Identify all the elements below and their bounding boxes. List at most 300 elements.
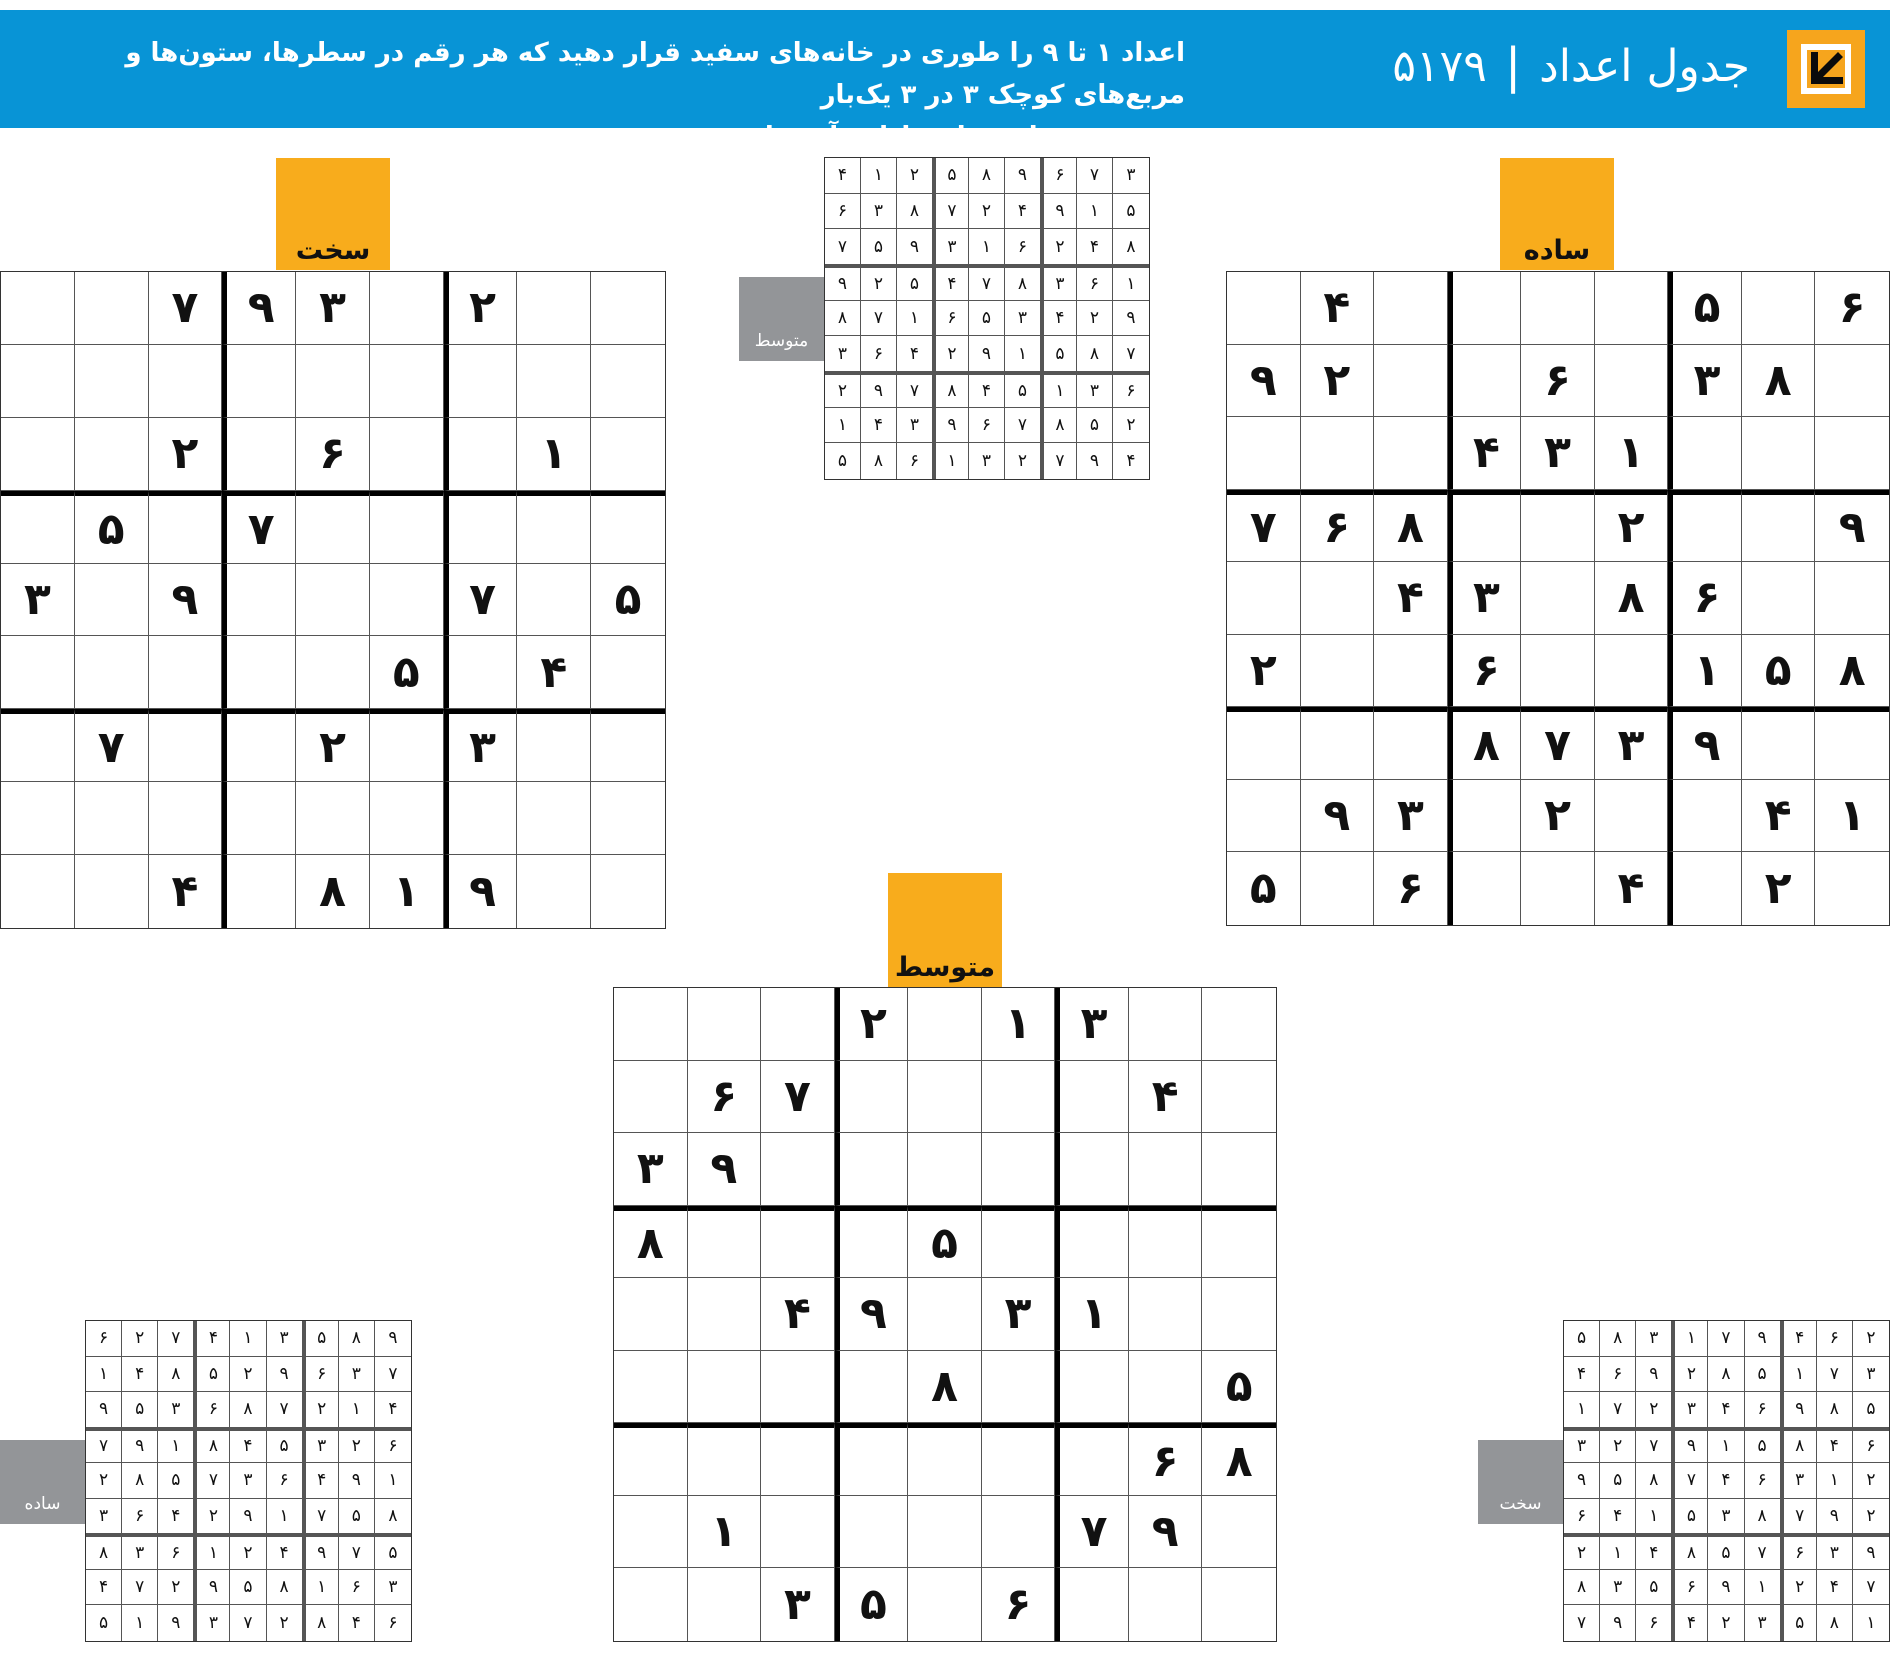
grid-cell[interactable] [1595, 635, 1669, 708]
grid-cell: ۹ [158, 1605, 194, 1641]
grid-cell[interactable] [1742, 490, 1816, 563]
grid-cell[interactable] [1055, 1061, 1129, 1134]
grid-cell[interactable] [1301, 707, 1375, 780]
grid-cell: ۵ [1564, 1321, 1600, 1357]
grid-cell[interactable] [908, 1133, 982, 1206]
grid-cell: ۱ [1817, 1463, 1853, 1499]
grid-cell: ۹ [1668, 707, 1742, 780]
grid-cell[interactable] [982, 1351, 1056, 1424]
grid-cell: ۹ [86, 1392, 122, 1428]
grid-cell[interactable] [1, 345, 75, 418]
grid-cell: ۸ [1374, 490, 1448, 563]
grid-cell[interactable] [1301, 635, 1375, 708]
grid-cell: ۲ [267, 1605, 303, 1641]
grid-cell: ۵ [158, 1463, 194, 1499]
grid-cell[interactable] [688, 1351, 762, 1424]
grid-cell[interactable] [908, 1423, 982, 1496]
grid-cell[interactable] [1448, 272, 1522, 345]
grid-cell: ۹ [1815, 490, 1889, 563]
grid-cell: ۶ [1745, 1463, 1781, 1499]
grid-cell: ۷ [1521, 707, 1595, 780]
grid-cell: ۹ [1077, 443, 1113, 479]
grid-cell[interactable] [982, 1496, 1056, 1569]
grid-cell: ۹ [194, 1570, 230, 1606]
grid-cell[interactable] [1301, 562, 1375, 635]
grid-cell: ۵ [933, 158, 969, 194]
grid-cell: ۱ [1708, 1428, 1744, 1464]
grid-cell: ۹ [222, 272, 296, 345]
grid-cell[interactable] [1742, 562, 1816, 635]
grid-cell[interactable] [1227, 780, 1301, 853]
grid-cell[interactable] [222, 782, 296, 855]
grid-cell: ۵ [75, 491, 149, 564]
grid-cell[interactable] [75, 782, 149, 855]
grid-cell[interactable] [149, 345, 223, 418]
grid-cell: ۶ [897, 443, 933, 479]
grid-cell[interactable] [1055, 1351, 1129, 1424]
grid-cell: ۱ [1672, 1321, 1708, 1357]
grid-cell[interactable] [1202, 1206, 1276, 1279]
grid-cell[interactable] [1374, 635, 1448, 708]
grid-cell: ۷ [158, 1321, 194, 1357]
grid-cell: ۹ [1041, 194, 1077, 230]
grid-cell: ۵ [1077, 408, 1113, 444]
grid-cell: ۸ [1817, 1605, 1853, 1641]
grid-cell[interactable] [1815, 345, 1889, 418]
grid-cell[interactable] [370, 564, 444, 637]
grid-cell[interactable] [1129, 1133, 1203, 1206]
grid-cell: ۲ [969, 194, 1005, 230]
grid-cell: ۶ [158, 1534, 194, 1570]
grid-cell[interactable] [1374, 707, 1448, 780]
grid-cell[interactable] [1301, 417, 1375, 490]
grid-cell: ۹ [1227, 345, 1301, 418]
grid-cell[interactable] [1202, 988, 1276, 1061]
grid-cell: ۹ [897, 229, 933, 265]
grid-cell[interactable] [1521, 562, 1595, 635]
grid-cell: ۳ [1055, 988, 1129, 1061]
grid-cell: ۳ [969, 443, 1005, 479]
grid-cell[interactable] [591, 855, 665, 928]
grid-cell[interactable] [1668, 780, 1742, 853]
grid-cell[interactable] [1202, 1061, 1276, 1134]
grid-cell[interactable] [591, 418, 665, 491]
grid-cell: ۷ [897, 372, 933, 408]
grid-cell[interactable] [835, 1496, 909, 1569]
grid-cell[interactable] [614, 988, 688, 1061]
grid-cell: ۳ [897, 408, 933, 444]
grid-cell: ۲ [1113, 408, 1149, 444]
grid-cell[interactable] [908, 1278, 982, 1351]
grid-cell[interactable] [444, 345, 518, 418]
grid-cell[interactable] [761, 1423, 835, 1496]
grid-cell: ۸ [1600, 1321, 1636, 1357]
grid-cell[interactable] [1595, 272, 1669, 345]
grid-cell: ۸ [861, 443, 897, 479]
hard-answer-label: سخت [1478, 1440, 1563, 1524]
grid-cell[interactable] [835, 1133, 909, 1206]
grid-cell[interactable] [1, 782, 75, 855]
grid-cell[interactable] [370, 709, 444, 782]
grid-cell: ۳ [1448, 562, 1522, 635]
grid-cell: ۴ [1005, 194, 1041, 230]
grid-cell: ۱ [1668, 635, 1742, 708]
grid-cell: ۶ [1564, 1499, 1600, 1535]
grid-cell[interactable] [591, 636, 665, 709]
grid-cell: ۸ [1113, 229, 1149, 265]
grid-cell: ۵ [1745, 1428, 1781, 1464]
easy-puzzle-grid [1226, 271, 1890, 926]
grid-cell[interactable] [1227, 417, 1301, 490]
grid-cell: ۵ [835, 1568, 909, 1641]
grid-cell[interactable] [1448, 852, 1522, 925]
grid-cell[interactable] [444, 782, 518, 855]
grid-cell[interactable] [761, 1206, 835, 1279]
grid-cell: ۴ [933, 265, 969, 301]
grid-cell[interactable] [1448, 345, 1522, 418]
grid-cell: ۴ [1448, 417, 1522, 490]
grid-cell[interactable] [517, 855, 591, 928]
grid-cell: ۵ [1227, 852, 1301, 925]
grid-cell[interactable] [517, 491, 591, 564]
grid-cell[interactable] [149, 491, 223, 564]
grid-cell[interactable] [296, 564, 370, 637]
grid-cell[interactable] [614, 1061, 688, 1134]
grid-cell[interactable] [982, 1133, 1056, 1206]
grid-cell: ۷ [1600, 1392, 1636, 1428]
grid-cell: ۳ [614, 1133, 688, 1206]
grid-cell[interactable] [1374, 272, 1448, 345]
grid-cell[interactable] [1202, 1133, 1276, 1206]
grid-cell[interactable] [835, 1061, 909, 1134]
grid-cell[interactable] [75, 636, 149, 709]
grid-cell: ۳ [303, 1428, 339, 1464]
grid-cell: ۷ [75, 709, 149, 782]
grid-cell[interactable] [1055, 1568, 1129, 1641]
grid-cell[interactable] [1, 709, 75, 782]
grid-cell: ۲ [1853, 1499, 1889, 1535]
grid-cell: ۶ [688, 1061, 762, 1134]
grid-cell[interactable] [1301, 852, 1375, 925]
grid-cell[interactable] [149, 709, 223, 782]
grid-cell[interactable] [1055, 1423, 1129, 1496]
grid-cell: ۴ [303, 1463, 339, 1499]
grid-cell: ۱ [1041, 372, 1077, 408]
grid-cell[interactable] [1595, 780, 1669, 853]
grid-cell[interactable] [688, 1206, 762, 1279]
grid-cell[interactable] [591, 272, 665, 345]
grid-cell: ۶ [1853, 1428, 1889, 1464]
grid-cell[interactable] [222, 345, 296, 418]
grid-cell[interactable] [1815, 852, 1889, 925]
grid-cell[interactable] [1815, 707, 1889, 780]
grid-cell[interactable] [1129, 1206, 1203, 1279]
grid-cell[interactable] [444, 636, 518, 709]
grid-cell[interactable] [614, 1278, 688, 1351]
grid-cell[interactable] [444, 418, 518, 491]
grid-cell[interactable] [1742, 707, 1816, 780]
grid-cell: ۹ [1853, 1534, 1889, 1570]
grid-cell[interactable] [761, 1496, 835, 1569]
grid-cell[interactable] [982, 1423, 1056, 1496]
grid-cell[interactable] [222, 855, 296, 928]
grid-cell: ۲ [303, 1392, 339, 1428]
grid-cell: ۱ [1564, 1392, 1600, 1428]
grid-cell: ۱ [1055, 1278, 1129, 1351]
grid-cell: ۹ [1600, 1605, 1636, 1641]
grid-cell[interactable] [591, 782, 665, 855]
grid-cell: ۳ [296, 272, 370, 345]
page-title [1392, 36, 1750, 96]
grid-cell[interactable] [835, 1351, 909, 1424]
grid-cell[interactable] [761, 1133, 835, 1206]
grid-cell[interactable] [1, 636, 75, 709]
grid-cell[interactable] [370, 272, 444, 345]
grid-cell[interactable] [370, 418, 444, 491]
grid-cell: ۹ [835, 1278, 909, 1351]
grid-cell[interactable] [1595, 345, 1669, 418]
grid-cell[interactable] [1668, 417, 1742, 490]
grid-cell: ۴ [1595, 852, 1669, 925]
grid-cell[interactable] [1521, 490, 1595, 563]
grid-cell: ۲ [1041, 229, 1077, 265]
grid-cell[interactable] [1055, 1133, 1129, 1206]
grid-cell: ۳ [1672, 1392, 1708, 1428]
grid-cell: ۳ [933, 229, 969, 265]
grid-cell[interactable] [1448, 780, 1522, 853]
grid-cell: ۶ [375, 1428, 411, 1464]
grid-cell[interactable] [1129, 988, 1203, 1061]
grid-cell[interactable] [1, 855, 75, 928]
grid-cell[interactable] [835, 1423, 909, 1496]
grid-cell: ۷ [1672, 1463, 1708, 1499]
grid-cell: ۲ [1853, 1463, 1889, 1499]
grid-cell: ۲ [861, 265, 897, 301]
grid-cell[interactable] [1448, 490, 1522, 563]
grid-cell: ۶ [1374, 852, 1448, 925]
grid-cell[interactable] [1742, 417, 1816, 490]
grid-cell[interactable] [761, 988, 835, 1061]
grid-cell[interactable] [75, 564, 149, 637]
grid-cell[interactable] [761, 1351, 835, 1424]
grid-cell: ۷ [149, 272, 223, 345]
grid-cell[interactable] [1521, 635, 1595, 708]
grid-cell[interactable] [908, 1496, 982, 1569]
grid-cell: ۶ [1113, 372, 1149, 408]
grid-cell[interactable] [517, 564, 591, 637]
grid-cell[interactable] [75, 418, 149, 491]
grid-cell[interactable] [149, 636, 223, 709]
grid-cell[interactable] [688, 988, 762, 1061]
grid-cell[interactable] [1055, 1206, 1129, 1279]
grid-cell[interactable] [222, 564, 296, 637]
grid-cell: ۷ [761, 1061, 835, 1134]
grid-cell: ۸ [1672, 1534, 1708, 1570]
grid-cell[interactable] [1129, 1278, 1203, 1351]
instructions-line-1: اعداد ۱ تا ۹ را طوری در خانه‌های سفید قرار دهید که هر رقم در سطرها، ستون‌ها و مربع‌های کوچک ۳ در ۳ یک‌بار [125, 38, 1185, 110]
grid-cell: ۶ [303, 1357, 339, 1393]
grid-cell: ۴ [86, 1570, 122, 1606]
grid-cell: ۳ [158, 1392, 194, 1428]
grid-cell: ۸ [1077, 336, 1113, 372]
grid-cell: ۳ [1113, 158, 1149, 194]
grid-cell: ۱ [194, 1534, 230, 1570]
grid-cell: ۱ [933, 443, 969, 479]
grid-cell: ۱ [1745, 1570, 1781, 1606]
grid-cell[interactable] [75, 345, 149, 418]
title-separator: | [1504, 38, 1522, 94]
grid-cell: ۵ [1636, 1570, 1672, 1606]
hard-puzzle-label: سخت [276, 158, 390, 270]
grid-cell[interactable] [1129, 1351, 1203, 1424]
grid-cell[interactable] [688, 1278, 762, 1351]
grid-cell: ۶ [1815, 272, 1889, 345]
grid-cell: ۱ [267, 1499, 303, 1535]
grid-cell: ۹ [375, 1321, 411, 1357]
grid-cell: ۱ [158, 1428, 194, 1464]
grid-cell[interactable] [1227, 272, 1301, 345]
grid-cell: ۳ [444, 709, 518, 782]
grid-cell: ۳ [1636, 1321, 1672, 1357]
grid-cell: ۱ [1815, 780, 1889, 853]
grid-cell[interactable] [296, 636, 370, 709]
grid-cell[interactable] [1129, 1568, 1203, 1641]
grid-cell: ۶ [1745, 1392, 1781, 1428]
grid-cell: ۷ [194, 1463, 230, 1499]
grid-cell[interactable] [222, 418, 296, 491]
hard-puzzle-grid [0, 271, 666, 929]
grid-cell[interactable] [370, 491, 444, 564]
grid-cell[interactable] [591, 709, 665, 782]
grid-cell: ۲ [1077, 301, 1113, 337]
grid-cell[interactable] [75, 272, 149, 345]
grid-cell[interactable] [296, 491, 370, 564]
grid-cell[interactable] [1742, 272, 1816, 345]
grid-cell[interactable] [1668, 852, 1742, 925]
grid-cell: ۲ [86, 1463, 122, 1499]
grid-cell: ۳ [982, 1278, 1056, 1351]
grid-cell[interactable] [1, 491, 75, 564]
grid-cell[interactable] [688, 1568, 762, 1641]
grid-cell: ۲ [1301, 345, 1375, 418]
grid-cell[interactable] [75, 855, 149, 928]
grid-cell[interactable] [1202, 1278, 1276, 1351]
grid-cell[interactable] [1227, 707, 1301, 780]
grid-cell: ۱ [1866, 1613, 1876, 1634]
grid-cell: ۵ [1742, 635, 1816, 708]
grid-cell[interactable] [222, 709, 296, 782]
grid-cell[interactable] [1374, 345, 1448, 418]
grid-cell: ۲ [1564, 1534, 1600, 1570]
grid-cell: ۵ [908, 1206, 982, 1279]
grid-cell: ۷ [861, 301, 897, 337]
grid-cell: ۲ [835, 988, 909, 1061]
grid-cell: ۱ [122, 1605, 158, 1641]
grid-cell[interactable] [149, 782, 223, 855]
grid-cell: ۲ [1005, 443, 1041, 479]
grid-cell[interactable] [908, 988, 982, 1061]
grid-cell[interactable] [1521, 272, 1595, 345]
grid-cell[interactable] [444, 491, 518, 564]
grid-cell: ۷ [933, 194, 969, 230]
grid-cell: ۹ [230, 1499, 266, 1535]
grid-cell: ۸ [86, 1534, 122, 1570]
grid-cell: ۴ [267, 1534, 303, 1570]
grid-cell: ۲ [1600, 1428, 1636, 1464]
grid-cell[interactable] [370, 345, 444, 418]
grid-cell[interactable] [517, 272, 591, 345]
grid-cell: ۵ [1781, 1605, 1817, 1641]
grid-cell[interactable] [1, 418, 75, 491]
grid-cell[interactable] [1815, 417, 1889, 490]
grid-cell: ۷ [969, 265, 1005, 301]
medium-puzzle-label: متوسط [888, 873, 1002, 987]
grid-cell[interactable] [908, 1061, 982, 1134]
grid-cell[interactable] [1521, 852, 1595, 925]
instructions [35, 32, 1185, 158]
grid-cell: ۶ [1521, 345, 1595, 418]
grid-cell[interactable] [591, 491, 665, 564]
grid-cell: ۹ [1672, 1428, 1708, 1464]
grid-cell: ۳ [1781, 1463, 1817, 1499]
grid-cell[interactable] [908, 1568, 982, 1641]
grid-cell: ۸ [194, 1428, 230, 1464]
grid-cell: ۵ [1853, 1392, 1889, 1428]
grid-cell[interactable] [222, 636, 296, 709]
grid-cell: ۸ [339, 1321, 375, 1357]
grid-cell: ۴ [969, 372, 1005, 408]
grid-cell[interactable] [1202, 1496, 1276, 1569]
grid-cell[interactable] [370, 782, 444, 855]
grid-cell: ۵ [1600, 1463, 1636, 1499]
grid-cell[interactable] [614, 1351, 688, 1424]
grid-cell[interactable] [982, 1061, 1056, 1134]
grid-cell: ۸ [1041, 408, 1077, 444]
grid-cell[interactable] [688, 1423, 762, 1496]
grid-cell: ۵ [230, 1570, 266, 1606]
grid-cell[interactable] [1202, 1568, 1276, 1641]
grid-cell: ۸ [267, 1570, 303, 1606]
grid-cell[interactable] [614, 1496, 688, 1569]
grid-cell: ۵ [897, 265, 933, 301]
grid-cell[interactable] [1374, 417, 1448, 490]
grid-cell[interactable] [517, 709, 591, 782]
grid-cell: ۵ [122, 1392, 158, 1428]
grid-cell[interactable] [1, 272, 75, 345]
grid-cell[interactable] [835, 1206, 909, 1279]
grid-cell[interactable] [296, 782, 370, 855]
grid-cell: ۶ [1781, 1534, 1817, 1570]
grid-cell: ۶ [1672, 1570, 1708, 1606]
easy-puzzle-label: ساده [1500, 158, 1614, 270]
grid-cell[interactable] [1227, 562, 1301, 635]
grid-cell: ۷ [1055, 1496, 1129, 1569]
grid-cell[interactable] [614, 1568, 688, 1641]
grid-cell[interactable] [982, 1206, 1056, 1279]
grid-cell[interactable] [1815, 562, 1889, 635]
grid-cell: ۶ [1301, 490, 1375, 563]
grid-cell: ۸ [1745, 1499, 1781, 1535]
grid-cell[interactable] [517, 345, 591, 418]
grid-cell: ۷ [1113, 336, 1149, 372]
grid-cell[interactable] [1668, 490, 1742, 563]
grid-cell[interactable] [614, 1423, 688, 1496]
grid-cell[interactable] [591, 345, 665, 418]
grid-cell: ۲ [1521, 780, 1595, 853]
grid-cell[interactable] [296, 345, 370, 418]
grid-cell[interactable] [517, 782, 591, 855]
grid-cell: ۷ [222, 491, 296, 564]
